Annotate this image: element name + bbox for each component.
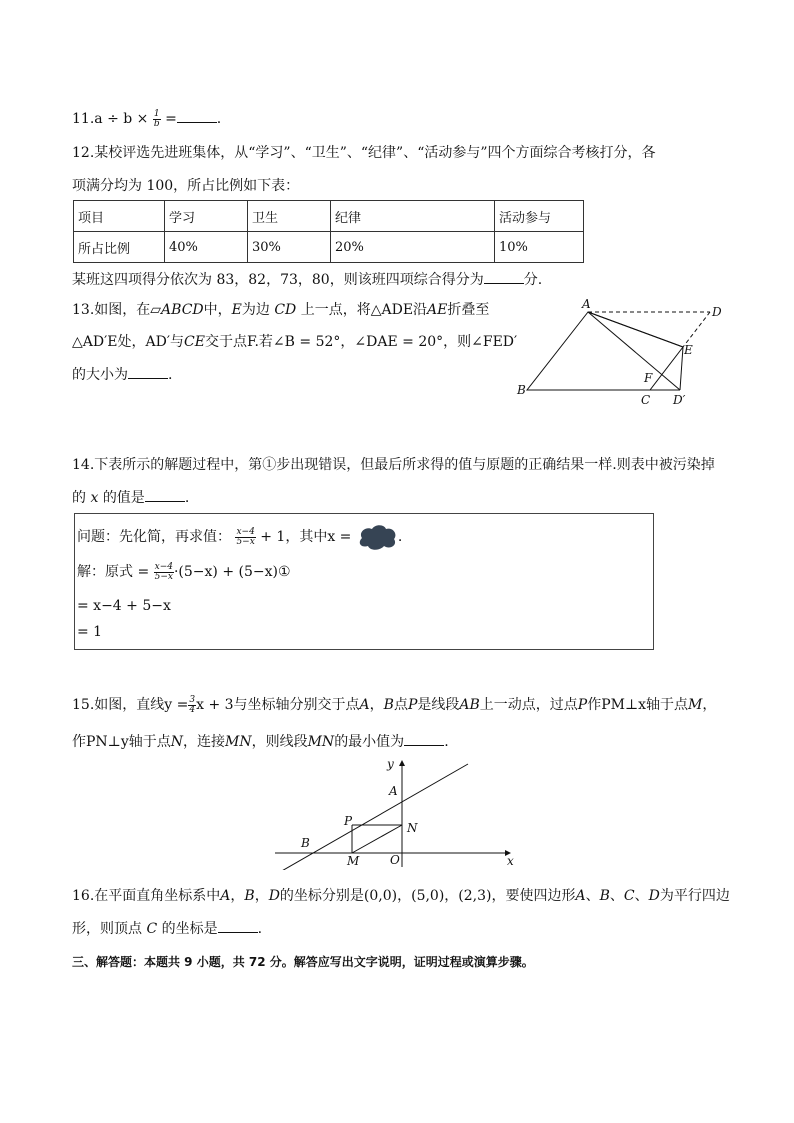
table-cell: 学习: [165, 201, 248, 232]
solution-step-1: [77, 562, 291, 582]
label-e: E: [684, 343, 693, 357]
ink-smudge: [356, 524, 398, 550]
label-b: B: [301, 836, 310, 850]
label-x: x: [507, 854, 514, 868]
section-heading: 三、解答题：本题共 9 小题，共 72 分。解答应写出文字说明，证明过程或演算步骤。: [72, 955, 534, 969]
q15-var: AB: [459, 697, 480, 713]
q11-frac-num: 1: [153, 108, 160, 119]
answer-blank: [128, 364, 168, 379]
q15-text: x + 3与坐标轴分别交于点: [196, 697, 360, 713]
q11-fraction: [153, 110, 161, 129]
table-cell: 卫生: [248, 201, 331, 232]
q12-line3-text: 某班这四项得分依次为 83，82，73，80，则该班四项综合得分为: [72, 272, 484, 288]
q15-var: MN: [225, 734, 252, 750]
label-p: P: [344, 814, 353, 828]
solution-step-3: = 1: [77, 624, 103, 640]
frac-den: 4: [189, 704, 196, 715]
ratio-table: [73, 200, 584, 263]
label-o: O: [390, 853, 400, 867]
q16-var: B: [599, 888, 610, 904]
q16-var: A: [575, 888, 586, 904]
table-cell: 10%: [495, 232, 584, 263]
frac-num: 3: [189, 694, 196, 705]
q16-text: 、: [634, 888, 649, 904]
table-row: [74, 232, 584, 263]
q15-text: 点: [393, 697, 408, 713]
problem-text: 问题：先化简，再求值：: [77, 529, 231, 545]
label-m: M: [347, 854, 360, 868]
segment-ae: [588, 312, 683, 347]
label-b: B: [517, 383, 526, 397]
q13-var: ABCD: [161, 302, 204, 318]
q15-var: P: [577, 697, 588, 713]
table-cell: 项目: [74, 201, 165, 232]
frac-num: x−4: [236, 526, 255, 537]
q16-text: 形，则顶点: [72, 921, 142, 937]
table-cell: 活动参与: [495, 201, 584, 232]
q12-line2: 项满分均为 100，所占比例如下表：: [72, 178, 300, 194]
label-d-prime: D′: [673, 393, 686, 407]
q14-text: 的: [72, 490, 86, 506]
solution-fraction: [154, 563, 174, 582]
segment-de: [683, 312, 710, 347]
q15-text: ，连接: [183, 734, 225, 750]
table-cell: 纪律: [331, 201, 495, 232]
q16-text: 的坐标分别是(0,0)，(5,0)，(2,3)，要使四边形: [279, 888, 576, 904]
q16-var: B: [244, 888, 255, 904]
q16-text: 16.在平面直角坐标系中: [72, 888, 221, 904]
q15-text: ，: [369, 697, 384, 713]
table-cell: 30%: [248, 232, 331, 263]
solution-step-2: = x−4 + 5−x: [77, 598, 171, 614]
q13-text: △AD′E处，AD′与: [72, 334, 185, 350]
answer-blank: [177, 108, 217, 123]
label-c: C: [641, 393, 651, 407]
label-n: N: [407, 821, 418, 835]
answer-blank: [404, 731, 444, 746]
q13-var: CE: [184, 334, 205, 350]
problem-fraction: [235, 528, 255, 547]
q16-text: 、: [609, 888, 624, 904]
solution-text: ·(5−x) + (5−x)①: [173, 564, 291, 580]
q16-var: C: [146, 921, 158, 937]
q15-var: N: [170, 734, 183, 750]
q13-var: E: [231, 302, 242, 318]
q11-number: 11.: [72, 111, 95, 127]
q15-text: .: [444, 734, 449, 750]
q14-line1: 14.下表所示的解题过程中，第①步出现错误，但最后所求得的值与原题的正确结果一样.则表中被污染掉: [72, 457, 715, 473]
q15-text: 的最小值为: [334, 734, 405, 750]
label-a: A: [389, 784, 398, 798]
answer-blank: [484, 269, 524, 284]
q15-text: 作PM⊥x轴于点: [587, 697, 689, 713]
q13-text: 交于点F.若∠B = 52°，∠DAE = 20°，则∠FED′: [204, 334, 518, 350]
solution-box: [74, 513, 654, 650]
q11-expr: a ÷ b ×: [94, 111, 149, 127]
q11-equals: =: [165, 111, 177, 127]
q15-line2: [72, 731, 449, 752]
q15-fraction: [188, 696, 196, 715]
q15-text: 作PN⊥y轴于点: [72, 734, 171, 750]
segment-ad-prime: [588, 312, 680, 390]
q12-line3-end: 分.: [523, 272, 543, 288]
parallelogram-figure: [510, 298, 730, 410]
q15-var: P: [407, 697, 418, 713]
problem-text: .: [397, 529, 403, 545]
problem-line: [77, 524, 402, 550]
answer-blank: [145, 487, 185, 502]
q13-text: 中，: [203, 302, 232, 318]
q14-text: .: [184, 490, 190, 506]
table-cell: 所占比例: [74, 232, 165, 263]
table-cell: 20%: [331, 232, 495, 263]
q15-text: ，: [702, 697, 717, 713]
label-d: D: [712, 305, 722, 319]
segment-mn: [352, 825, 402, 853]
segment-ed-prime: [680, 347, 683, 390]
q16-line2: [72, 918, 262, 939]
answer-blank: [218, 918, 258, 933]
label-y: y: [387, 757, 394, 771]
q16-var: C: [623, 888, 635, 904]
q13-line3: [72, 364, 172, 385]
q11-frac-den: b: [153, 118, 160, 129]
table-row: [74, 201, 584, 232]
q13-line1: [72, 300, 489, 320]
q16-var: D: [648, 888, 660, 904]
q14-text: 的值是: [102, 490, 145, 506]
q16-text: ，: [230, 888, 245, 904]
q13-text: 上一点，将△ADE沿: [300, 302, 428, 318]
line-ab: [280, 764, 468, 870]
q15-text: ，则线段: [251, 734, 308, 750]
q13-text: .: [168, 367, 173, 383]
q11: [72, 108, 221, 129]
q15-var: M: [688, 697, 703, 713]
q15-var: MN: [307, 734, 335, 750]
q13-text: 13.如图，在▱: [72, 302, 162, 318]
problem-text: + 1，其中x =: [260, 529, 352, 545]
q16-var: A: [220, 888, 231, 904]
q16-text: .: [257, 921, 263, 937]
label-f: F: [644, 371, 653, 385]
q12-line1: 12.某校评选先进班集体，从“学习”、“卫生”、“纪律”、“活动参与”四个方面综合考核打分，各: [72, 145, 656, 161]
q12-line3: [72, 269, 542, 290]
frac-num: x−4: [154, 561, 173, 572]
q16-text: 的坐标是: [161, 921, 218, 937]
q13-var: AE: [427, 302, 448, 318]
q13-line2: [72, 332, 517, 352]
frac-den: 5−x: [154, 571, 173, 582]
q16-var: D: [268, 888, 280, 904]
q15-var: A: [359, 697, 370, 713]
coordinate-figure: [270, 755, 525, 870]
q14-var: x: [90, 490, 99, 506]
q16-line1: [72, 886, 730, 906]
q15-text: 上一动点，过点: [479, 697, 578, 713]
q11-end: .: [216, 111, 222, 127]
q15-text: 15.如图，直线y =: [72, 697, 189, 713]
q13-text: 为边: [241, 302, 270, 318]
table-cell: 40%: [165, 232, 248, 263]
q13-var: CD: [274, 302, 297, 318]
q16-text: ，: [254, 888, 269, 904]
q14-line2: [72, 487, 189, 508]
q15-text: 是线段: [417, 697, 460, 713]
q15-line1: [72, 695, 716, 715]
label-a: A: [582, 298, 591, 311]
q13-text: 折叠至: [447, 302, 490, 318]
q13-text: 的大小为: [72, 367, 128, 383]
shape-abce: [527, 312, 683, 390]
frac-den: 5−x: [236, 536, 255, 547]
q15-var: B: [383, 697, 394, 713]
q16-text: 、: [585, 888, 600, 904]
q16-text: 为平行四边: [659, 888, 730, 904]
solution-text: 解：原式 =: [77, 564, 150, 580]
